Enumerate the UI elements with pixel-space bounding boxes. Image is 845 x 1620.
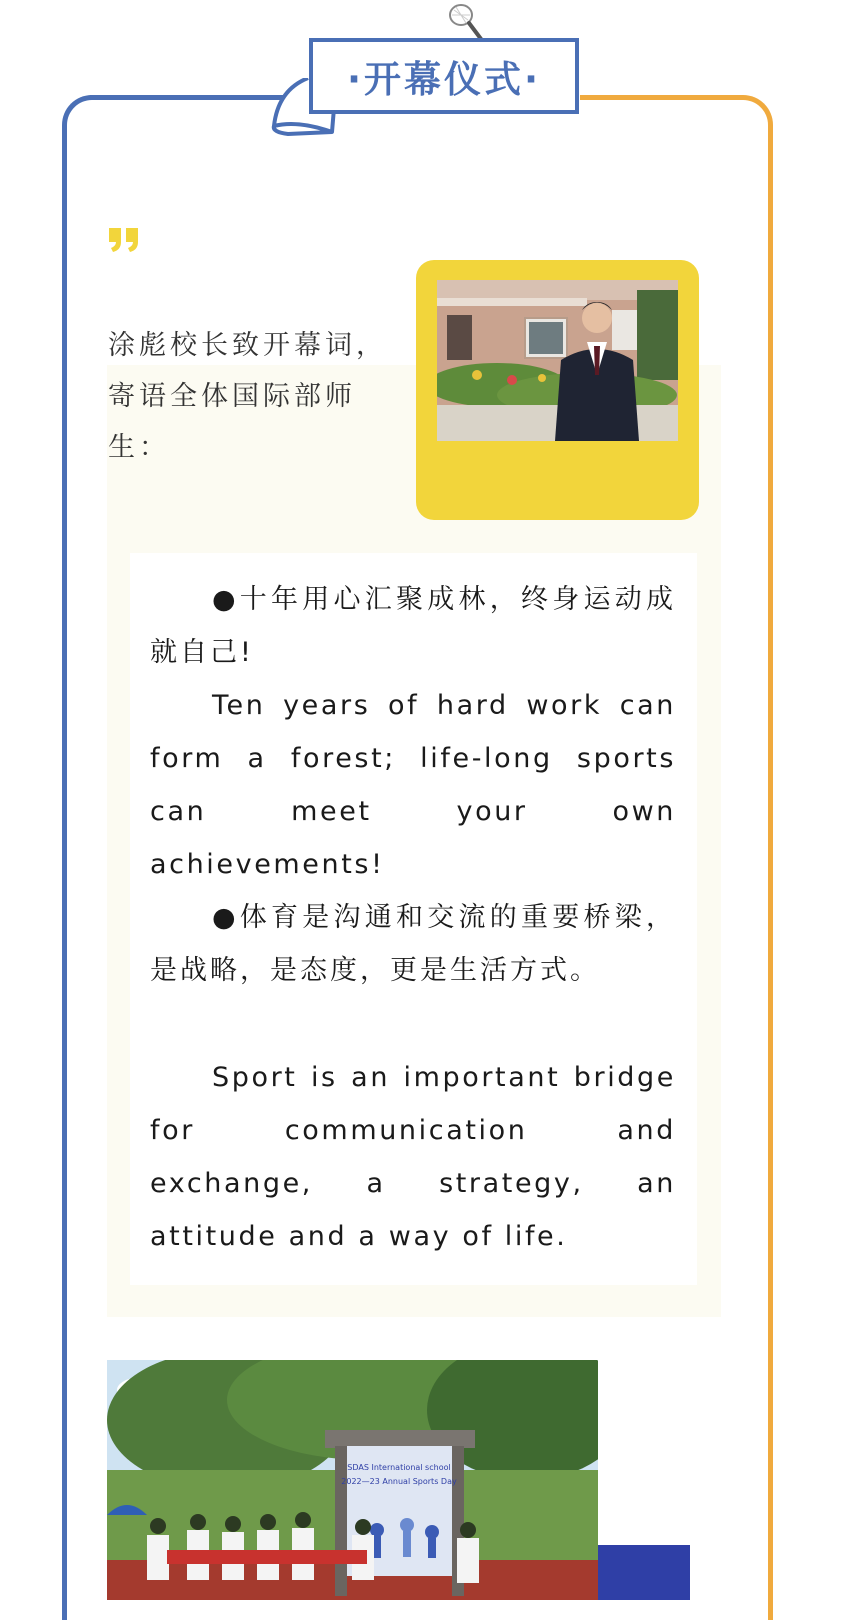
intro-text: 涂彪校长致开幕词，寄语全体国际部师生： [108, 330, 387, 463]
sports-day-photo [107, 1360, 598, 1600]
speech-paragraph-2-cn: ●体育是沟通和交流的重要桥梁，是战略，是态度，更是生活方式。 [150, 902, 676, 986]
frame-left-border [62, 95, 97, 1620]
quote-icon [107, 226, 141, 254]
speech-paragraph-2-en: Sport is an important bridge for communication and exchange, a strategy, an attitude and a way of life. [150, 1062, 676, 1252]
blue-corner-tag [598, 1545, 690, 1600]
section-title [309, 38, 579, 114]
banner-line-1: SDAS International school [347, 1463, 451, 1472]
frame-top-right-border [580, 95, 742, 100]
frame-right-border [740, 95, 773, 1620]
speech-paragraph-1-cn: ●十年用心汇聚成林，终身运动成就自己! [150, 584, 676, 668]
speech-paragraph-1-en: Ten years of hard work can form a forest; life-long sports can meet your own achievements! [150, 690, 676, 880]
tennis-racket-icon [446, 2, 484, 42]
banner-line-2: 2022—23 Annual Sports Day [341, 1477, 457, 1486]
frame-top-left-border [90, 95, 295, 100]
section-title-text: ·开幕仪式· [346, 58, 542, 101]
principal-photo [437, 280, 678, 441]
